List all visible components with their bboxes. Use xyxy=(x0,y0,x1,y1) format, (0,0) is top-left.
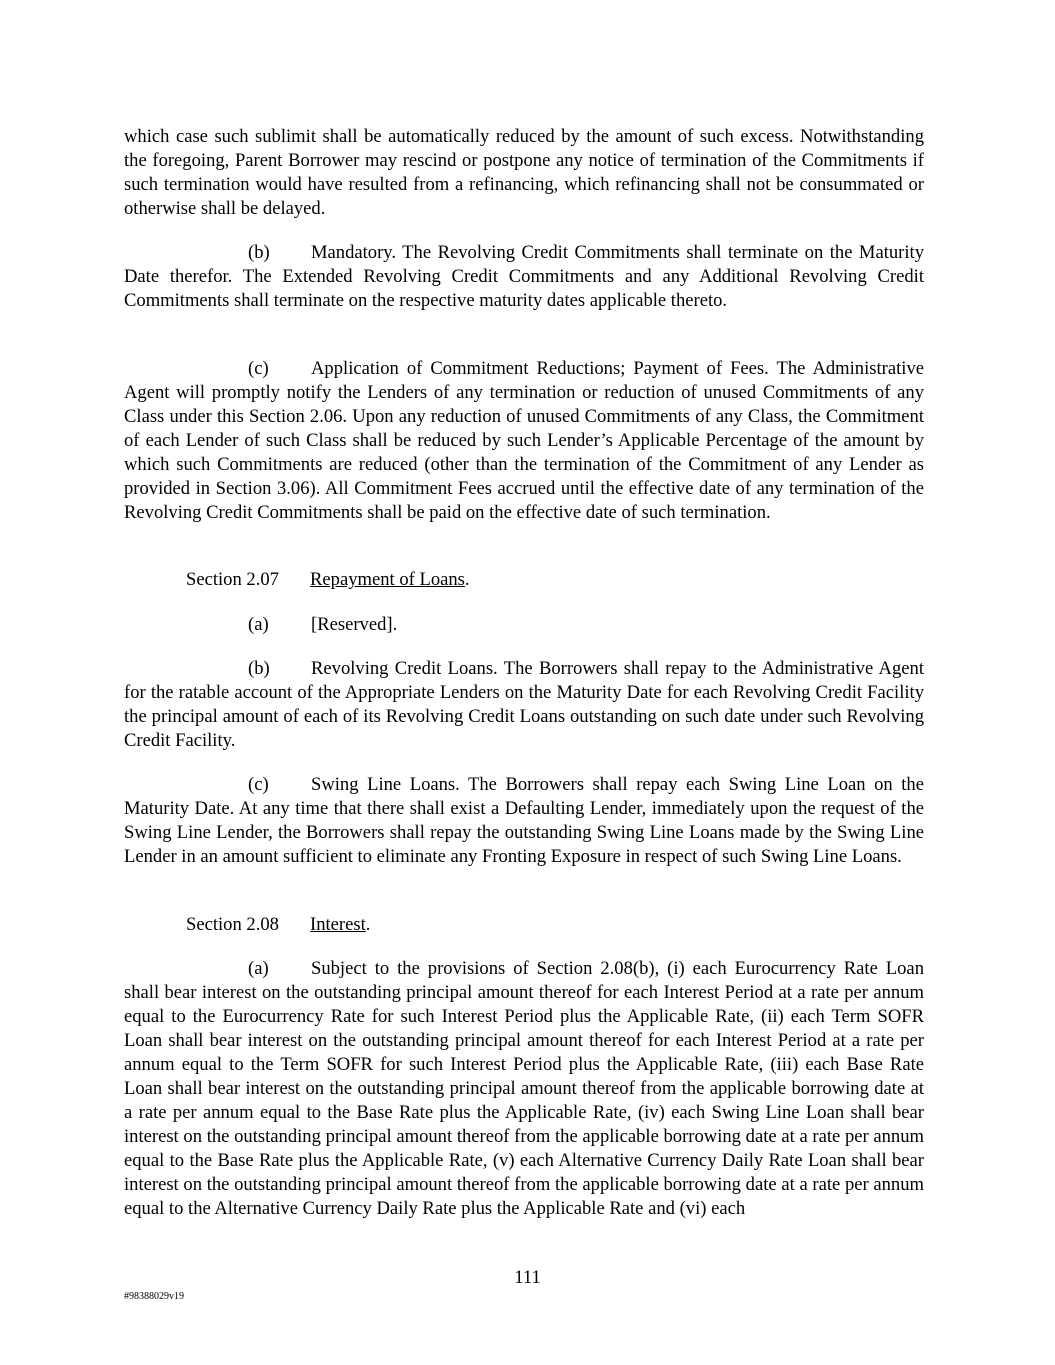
section-title: Interest xyxy=(310,914,366,935)
paragraph-label: (a) xyxy=(248,614,269,635)
paragraph-text: Mandatory. The Revolving Credit Commitments shall terminate on the Maturity Date therefor. The Extended Revolving Credit Commitments and any Additional Revolving Credit Commitments shall terminate on the respective maturity dates applicable thereto. xyxy=(124,242,924,311)
paragraph-2-08-a xyxy=(124,957,924,1221)
section-heading-2-08 xyxy=(186,913,370,937)
section-heading-2-07 xyxy=(186,568,470,592)
paragraph-text: Application of Commitment Reductions; Payment of Fees. The Administrative Agent will promptly notify the Lenders of any termination or reduction of unused Commitments of any Class under this Section 2.06. Upon any reduction of unused Commitments of any Class, the Commitment of each Lender of such Class shall be reduced by such Lender’s Applicable Percentage of the amount by which such Commitments are reduced (other than the termination of the Commitment of any Lender as provided in Section 3.06). All Commitment Fees accrued until the effective date of any termination of the Revolving Credit Commitments shall be paid on the effective date of such termination. xyxy=(124,358,924,523)
paragraph-text: Swing Line Loans. The Borrowers shall repay each Swing Line Loan on the Maturity Date. At any time that there shall exist a Defaulting Lender, immediately upon the request of the Swing Line Lender, the Borrowers shall repay the outstanding Swing Line Loans made by the Swing Line Lender in an amount sufficient to eliminate any Fronting Exposure in respect of such Swing Line Loans. xyxy=(124,774,924,867)
page-number: 111 xyxy=(514,1267,541,1288)
paragraph-label: (c) xyxy=(248,358,269,379)
paragraph-label: (c) xyxy=(248,774,269,795)
section-title-suffix: . xyxy=(464,569,470,590)
paragraph-continuation xyxy=(124,125,924,221)
document-id: #98388029v19 xyxy=(124,1291,184,1302)
paragraph-text: Subject to the provisions of Section 2.08(b), (i) each Eurocurrency Rate Loan shall bear interest on the outstanding principal amount thereof for each Interest Period at a rate per annum equal to the Eurocurrency Rate for such Interest Period plus the Applicable Rate, (ii) each Term SOFR Loan shall bear interest on the outstanding principal amount thereof for each Interest Period at a rate per annum equal to the Term SOFR for such Interest Period plus the Applicable Rate, (iii) each Base Rate Loan shall bear interest on the outstanding principal amount thereof from the applicable borrowing date at a rate per annum equal to the Base Rate plus the Applicable Rate, (iv) each Swing Line Loan shall bear interest on the outstanding principal amount thereof from the applicable borrowing date at a rate per annum equal to the Base Rate plus the Applicable Rate, (v) each Alternative Currency Daily Rate Loan shall bear interest on the outstanding principal amount thereof from the applicable borrowing date at a rate per annum equal to the Alternative Currency Daily Rate plus the Applicable Rate and (vi) each xyxy=(124,958,924,1219)
paragraph-text: Revolving Credit Loans. The Borrowers shall repay to the Administrative Agent for the ratable account of the Appropriate Lenders on the Maturity Date for each Revolving Credit Facility the principal amount of each of its Revolving Credit Loans outstanding on such date under such Revolving Credit Facility. xyxy=(124,658,924,751)
paragraph-text: which case such sublimit shall be automatically reduced by the amount of such excess. Notwithstanding the foregoing, Parent Borrower may rescind or postpone any notice of termination of the Commitments if such termination would have resulted from a refinancing, which refinancing shall not be consummated or otherwise shall be delayed. xyxy=(124,126,924,219)
paragraph-2-07-a xyxy=(248,613,397,637)
section-title-suffix: . xyxy=(365,914,371,935)
paragraph-2-07-c xyxy=(124,773,924,869)
section-number: Section 2.08 xyxy=(186,914,279,935)
paragraph-label: (b) xyxy=(248,658,270,679)
section-number: Section 2.07 xyxy=(186,569,279,590)
paragraph-2-07-b xyxy=(124,657,924,753)
paragraph-label: (b) xyxy=(248,242,270,263)
section-title: Repayment of Loans xyxy=(310,569,465,590)
paragraph-label: (a) xyxy=(248,958,269,979)
paragraph-text: [Reserved]. xyxy=(311,614,398,635)
paragraph-2-06-c xyxy=(124,357,924,525)
paragraph-2-06-b xyxy=(124,241,924,313)
